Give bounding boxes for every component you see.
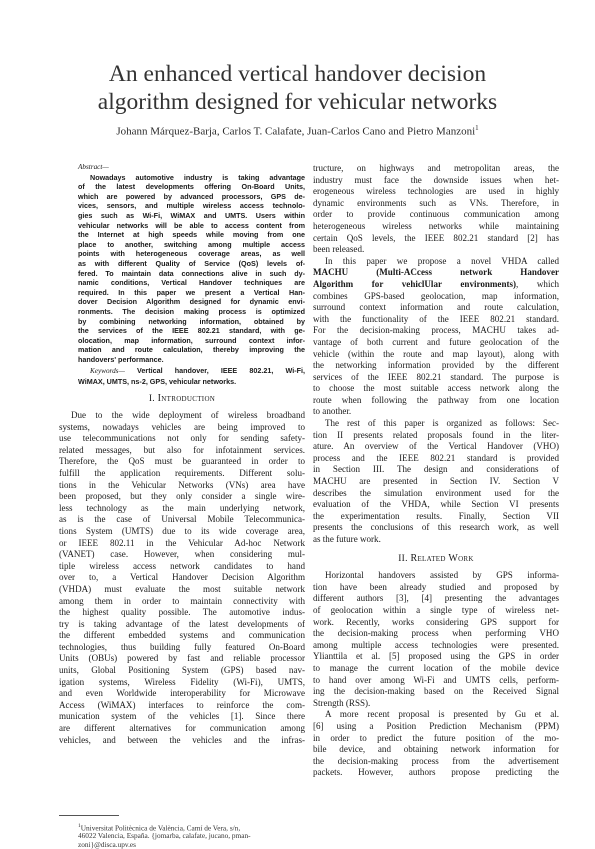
keywords [78,366,305,386]
abstract-line: the Internet at high speeds while moving from one [78,230,305,240]
body-line: vehicles, and between the vehicles and the infras- [59,734,305,745]
body-line: industry must face the downside issues when het- [313,174,559,185]
paragraph-machu [313,256,559,418]
footnote-rule [59,815,119,816]
section-heading-introduction [59,393,305,404]
keywords-line [78,366,305,377]
introduction-text [59,410,305,746]
body-line: Therefore, the QoS must be guaranteed in order to [59,456,305,467]
body-line: as the future work. [313,534,381,544]
abstract-line: handovers' performance. [78,354,164,364]
abstract-label: Abstract— [78,163,109,171]
body-line: related messages, but also for infotainment services. [59,444,305,455]
body-line: tiple wireless access network candidates to hand [59,560,305,571]
body-line: Algorithm for vehiclUlar environments), which [313,278,559,289]
body-line: fulfill the application requirements. Different solu- [59,467,305,478]
body-line: to manage the current location of the mobile device [313,662,559,673]
body-line: presents the conclusions of this research work, as well [313,522,559,533]
body-line: In this paper we propose a novel VHDA called [325,255,559,266]
section-number: I. [148,394,155,404]
keywords-text: Vertical handover, IEEE 802.21, Wi-Fi, [137,366,305,376]
body-line: the networking information provided by the different [313,360,559,371]
body-line: different authors [3], [4] presenting the advantages [313,593,559,604]
abstract-line: Nowadays automotive industry is taking advantage [90,172,305,182]
body-line: work. Recently, works considering GPS support for [313,616,559,627]
machu-expansion: Algorithm for vehiclUlar environments) [313,278,517,289]
body-line: describes the simulation environment used for the [313,487,559,498]
body-line: MACHU are presented in Section IV. Section V [313,476,559,487]
abstract-line: ronments. The decision making process is optimized [78,306,305,316]
body-line: route when following the pathway from one location [313,394,559,405]
body-line: process and the IEEE 802.21 standard is provided [313,452,559,463]
keywords-line: WiMAX, UMTS, ns-2, GPS, vehicular networks. [78,377,237,387]
body-line: vantage of both current and future geolocation of the [313,336,559,347]
body-line: been proposed, but they only consider a single wire- [59,491,305,502]
body-line: evaluation of the VHDA, while Section VI presents [313,499,559,510]
body-line: tion have been already studied and proposed by [313,581,559,592]
body-line: certain QoS levels, the IEEE 802.21 standard [2] has [313,232,559,243]
body-line: (VANET) case. However, when considering mul- [59,549,305,560]
body-line: Due to the wide deployment of wireless broadband [71,410,305,420]
body-line: heterogeneous wireless networks while maintaining [313,220,559,231]
authors-text: Johann Márquez-Barja, Carlos T. Calafate, Juan-Carlos Cano and Pietro Manzoni [116,125,476,138]
section-title: Introduction [157,393,216,404]
body-line: MACHU (Multi-ACcess network Handover [313,267,559,278]
author-list [40,124,555,138]
body-line: combines GPS-based geolocation, map information, [313,290,559,301]
body-line: units, Global Positioning System (GPS) based nav- [59,665,305,676]
abstract-line: vehicular networks will be able to access content from [78,220,305,230]
abstract-line: of the latest developments offering On-Board Units, [78,182,305,192]
abstract-line: olocation, map information, surround context infor- [78,335,305,345]
abstract [78,163,305,387]
title-line: algorithm designed for vehicular networks [97,89,498,115]
body-line: of geolocation within a single type of wireless net- [313,604,559,615]
section-number: II. [398,553,408,564]
body-line: Horizontal handovers assisted by GPS informa- [325,570,559,581]
paragraph-ppm [313,709,559,779]
abstract-line: as with different Quality of Service (QoS) levels of- [78,258,305,268]
body-line: igation systems, Wireless Fidelity (Wi-Fi), UMTS, [59,676,305,687]
body-line: the decision-making process when performing VHO [313,628,559,639]
title-line: An enhanced vertical handover decision [108,61,487,87]
body-line: over to, a Vertical Handover Decision Algorithm [59,572,305,583]
section-title: Related Work [410,552,474,564]
introduction-continued [313,163,559,256]
body-line: munication system of the vehicles [1]. Since there [59,711,305,722]
abstract-line: required. In this paper we present a Vertical Han- [78,287,305,297]
right-column [313,163,559,779]
body-line: The rest of this paper is organized as follows: Sec- [325,418,559,429]
keywords-label: Keywords— [90,367,125,376]
footnote-mark: 1 [475,124,479,132]
footnote-line: 46022 Valencia, España. {jomarba, calafate, jucano, pman- [78,831,251,840]
body-line: are different alternatives for communication among [59,723,305,734]
body-line: (VHDA) must evaluate the most suitable network [59,583,305,594]
footnote-text: Universitat Politècnica de València, Camí de Vera, s/n, [80,823,241,833]
body-line: been released. [313,244,365,255]
abstract-line: dover Decision Algorithm designed for dynamic envi- [78,297,305,307]
body-line: as is the case of Universal Mobile Telecommunica- [59,514,305,525]
abstract-line: vices, sensors, and multiple wireless access technolo- [78,201,305,211]
abstract-line: place to another, switching among multiple access [78,239,305,249]
body-line: vehicle (within the route and map layout), along with [313,348,559,359]
body-line: or IEEE 802.11 in the Vehicular Ad-hoc Network [59,537,305,548]
body-line: use telecommunications not only for sending safety- [59,433,305,444]
body-line: tions in the Vehicular Networks (VNs) area have [59,479,305,490]
abstract-line: by combining networking information, obtained by [78,316,305,326]
body-line: with the functionality of the IEEE 802.21 standard. [313,313,559,324]
body-line: A more recent proposal is presented by Gu et al. [325,709,559,720]
body-line: Access (WiMAX) interfaces to reinforce the com- [59,699,305,710]
body-line: the experimentation results. Finally, Section VII [313,510,559,521]
paragraph-organization [313,418,559,546]
body-line: among multiple access technologies were presented. [313,639,559,650]
body-line: to another. [313,406,352,417]
footnote-line: zoni}@disca.upv.es [78,840,136,849]
abstract-line: fered. To maintain data connections alive in such dy- [78,268,305,278]
abstract-line: gies such as Wi-Fi, WiMAX and UMTS. Users within [78,210,305,220]
body-line: erogeneous wireless technologies are used in highly [313,186,559,197]
body-line: the decision-making process from the advertisement [313,755,559,766]
section-heading-related-work [313,553,559,566]
body-line: to choose the most suitable access network along the [313,383,559,394]
body-line: in Section III. The design and considerations of [313,464,559,475]
body-line: tion II presents related proposals found in the liter- [313,429,559,440]
body-line: order to provide continuous communication among [313,209,559,220]
abstract-line: points with heterogeneous coverage areas, as well [78,249,305,259]
body-line: For the decision-making process, MACHU takes ad- [313,325,559,336]
body-line: Units (OBUs) powered by fast and reliable processor [59,653,305,664]
body-line: [6] using a Position Prediction Mechanism (PPM) [313,720,559,731]
body-line: bile device, and obtaining network information for [313,744,559,755]
body-line: Strength (RSS). [313,697,371,708]
body-line: in order to predict the future position of the mo- [313,732,559,743]
abstract-body [78,173,305,365]
body-line: to hand over among Wi-Fi and UMTS cells, perform- [313,674,559,685]
body-line: tions System (UMTS) due to its wide coverage area, [59,525,305,536]
abstract-line: mation and route calculation, thereby improving the [78,345,305,355]
paper-title [40,60,555,116]
footnote-mark: 1 [78,823,81,829]
body-line: Ylianttila et al. [5] proposed using the GPS in order [313,651,559,662]
body-line: packets. However, authors propose predicting the [313,767,559,778]
body-line: the highest quality possible. The automotive indus- [59,607,305,618]
body-line: technologies, thus building fully featured On-Board [59,641,305,652]
body-line: services of the IEEE 802.21 standard. The purpose is [313,371,559,382]
abstract-line: which are powered by advanced processors, GPS de- [78,191,305,201]
body-line: ing the decision-making based on the Received Signal [313,686,559,697]
body-line: systems, nowadays vehicles are being improved to [59,421,305,432]
body-line: the different embedded systems and communication [59,630,305,641]
body-line: surround context information and route calculation, [313,302,559,313]
abstract-line: namic conditions, Vertical Handover techniques are [78,278,305,288]
body-line: try is taking advantage of the latest developments of [59,618,305,629]
body-line: ature. An overview of the Vertical Handover (VHO) [313,441,559,452]
body-line: among them in order to maintain connectivity with [59,595,305,606]
body-line: dynamic environments such as VNs. Therefore, in [313,197,559,208]
body-line: tructure, on highways and metropolitan areas, the [313,163,559,173]
body-line: and even Worldwide interoperability for Microwave [59,688,305,699]
paragraph-horizontal-handovers [313,570,559,709]
body-line: less technology as the main underlying network, [59,502,305,513]
abstract-line: the services of the IEEE 802.21 standard, with ge- [78,326,305,336]
